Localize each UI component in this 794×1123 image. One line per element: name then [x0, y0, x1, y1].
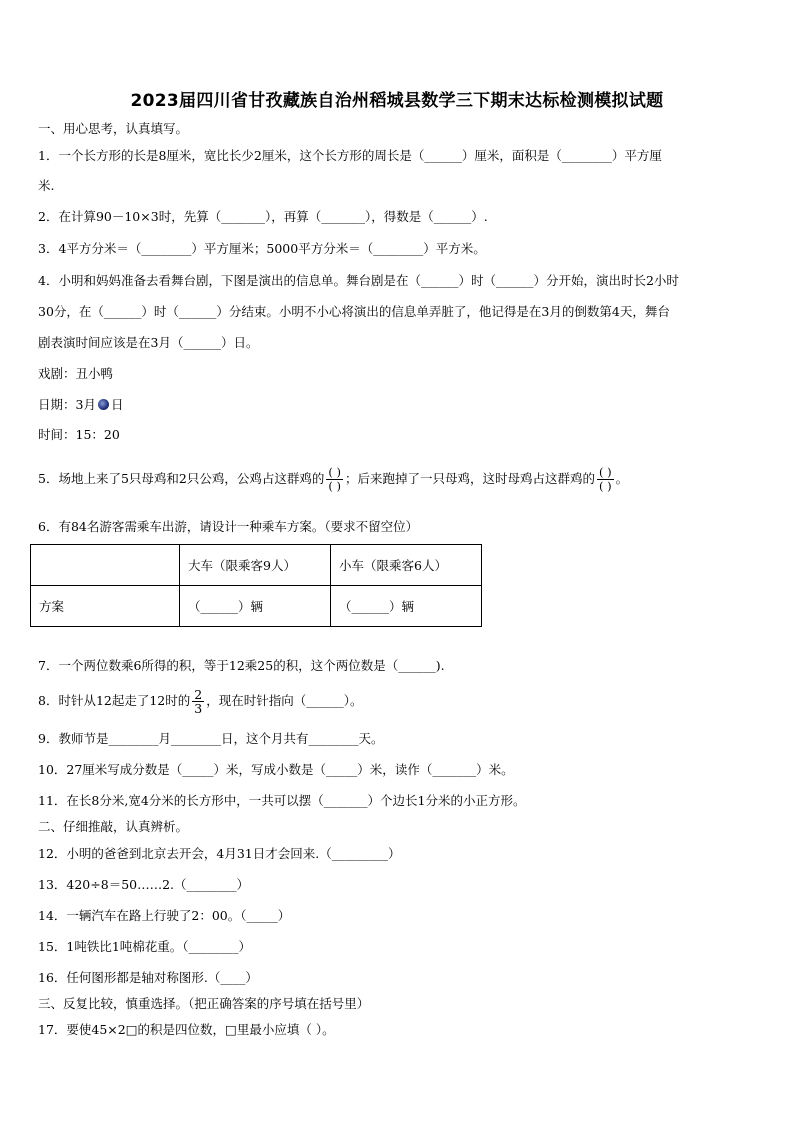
- fraction-blank-2-numerator: ( ): [599, 465, 612, 479]
- question-12: 12．小明的爸爸到北京去开会，4月31日才会回来.（_________）: [38, 846, 401, 861]
- fraction-numerator: 2: [194, 687, 203, 702]
- table-header-cell: 大车（限乘客9人）: [180, 545, 331, 586]
- section-3-heading: 三、反复比较，慎重选择。（把正确答案的序号填在括号里）: [38, 996, 370, 1011]
- info-date: [38, 396, 123, 414]
- question-8-suffix: ，现在时针指向（______）。: [206, 693, 363, 708]
- table-cell: （______）辆: [331, 586, 482, 627]
- question-3: 3．4平方分米＝（________）平方厘米；5000平方分米＝（________）平方米。: [38, 241, 486, 256]
- section-2-heading: 二、仔细推敲，认真辨析。: [38, 819, 189, 834]
- table-cell: 方案: [31, 586, 180, 627]
- table-row: [31, 586, 482, 627]
- ink-blot-icon: [98, 399, 109, 410]
- table-cell: （______）辆: [180, 586, 331, 627]
- question-8-prefix: 8．时针从12起走了12时的: [38, 693, 191, 708]
- question-11: 11．在长8分米,宽4分米的长方形中，一共可以摆（_______）个边长1分米的小正方形。: [38, 793, 526, 808]
- question-4-line-3: 剧表演时间应该是在3月（______）日。: [38, 335, 259, 350]
- question-5: [38, 462, 628, 496]
- page-title: 2023届四川省甘孜藏族自治州稻城县数学三下期末达标检测模拟试题: [130, 91, 664, 111]
- question-5-prefix: 5．场地上来了5只母鸡和2只公鸡，公鸡占这群鸡的: [38, 471, 325, 486]
- question-6: 6．有84名游客需乘车出游，请设计一种乘车方案。（要求不留空位）: [38, 519, 419, 534]
- question-14: 14．一辆汽车在路上行驶了2：00。（_____）: [38, 908, 291, 923]
- bus-plan-table: [30, 544, 482, 627]
- question-5-suffix: 。: [615, 471, 629, 486]
- table-header-row: [31, 545, 482, 586]
- table-header-cell: 小车（限乘客6人）: [331, 545, 482, 586]
- question-10: 10．27厘米写成分数是（_____）米，写成小数是（_____）米，读作（_______）米。: [38, 762, 514, 777]
- info-play: 戏剧：丑小鸭: [38, 366, 114, 381]
- question-5-middle: ；后来跑掉了一只母鸡，这时母鸡占这群鸡的: [345, 471, 596, 486]
- question-7: 7．一个两位数乘6所得的积，等于12乘25的积，这个两位数是（______).: [38, 658, 445, 673]
- table-header-cell: [31, 545, 180, 586]
- info-time: 时间：15：20: [38, 427, 120, 442]
- info-date-suffix: 日: [110, 397, 124, 412]
- fraction-blank-1: [326, 466, 343, 493]
- fraction-blank-1-denominator: ( ): [328, 479, 342, 493]
- question-15: 15．1吨铁比1吨棉花重。（________）: [38, 939, 252, 954]
- section-1-heading: 一、用心思考，认真填写。: [38, 121, 189, 136]
- question-2: 2．在计算90－10×3时，先算（_______），再算（_______），得数是（______）.: [38, 209, 488, 224]
- fraction-two-thirds: [192, 688, 204, 715]
- question-13: 13．420÷8＝50……2.（________）: [38, 877, 250, 892]
- fraction-blank-2-denominator: ( ): [599, 479, 612, 493]
- info-date-prefix: 日期：3月: [38, 397, 96, 412]
- question-17: 17．要使45×2□的积是四位数，□里最小应填（ ）。: [38, 1022, 335, 1037]
- question-1-line-1: 1．一个长方形的长是8厘米，宽比长少2厘米，这个长方形的周长是（______）厘米，面积是（________）平方厘: [38, 148, 662, 163]
- fraction-blank-1-numerator: ( ): [328, 465, 342, 479]
- question-4-line-1: 4．小明和妈妈准备去看舞台剧，下图是演出的信息单。舞台剧是在（______）时（______）分开始，演出时长2小时: [38, 273, 679, 288]
- fraction-blank-2: [597, 466, 614, 493]
- question-4-line-2: 30分，在（______）时（______）分结束。小明不小心将演出的信息单弄脏了，他记得是在3月的倒数第4天，舞台: [38, 304, 670, 319]
- fraction-denominator: 3: [194, 701, 203, 716]
- question-1-line-2: 米.: [38, 178, 55, 193]
- question-8: [38, 684, 362, 718]
- question-9: 9．教师节是________月________日，这个月共有________天。: [38, 731, 384, 746]
- question-16: 16．任何图形都是轴对称图形.（____）: [38, 970, 258, 985]
